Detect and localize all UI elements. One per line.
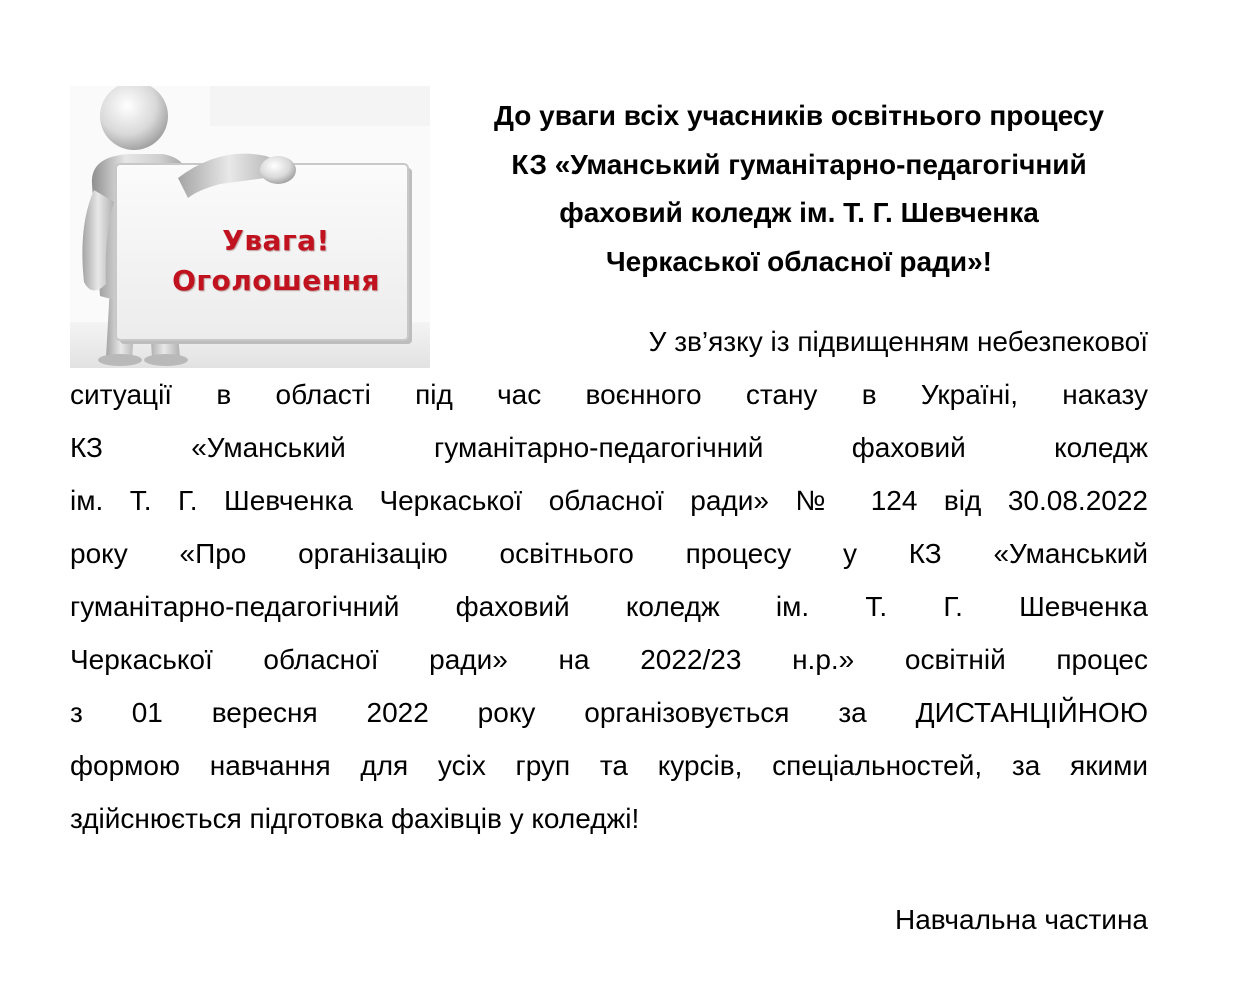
body-line: КЗ «Уманський гуманітарно-педагогічний фаховий коледж (70, 432, 1148, 463)
heading-line: До уваги всіх учасників освітнього процесу (493, 100, 1104, 131)
body-line: формою навчання для усіх груп та курсів, спеціальностей, за якими (70, 750, 1148, 781)
body-line: Черкаської обласної ради» на 2022/23 н.р.» освітній процес (70, 644, 1148, 675)
body-line: здійснюється підготовка фахівців у коледжі! (70, 803, 640, 834)
heading-line: фаховий коледж ім. Т. Г. Шевченка (559, 197, 1039, 228)
heading-line: КЗ «Уманський гуманітарно-педагогічний (511, 148, 1087, 180)
body-line: гуманітарно-педагогічний фаховий коледж ім. Т. Г. Шевченка (70, 591, 1148, 622)
body-line: з 01 вересня 2022 року організовується за ДИСТАНЦІЙНОЮ (70, 697, 1148, 728)
sign-subtitle: Оголошення (172, 264, 380, 297)
body-line: року «Про організацію освітнього процесу у КЗ «Уманський (70, 538, 1148, 569)
sign-title: Увага! (222, 224, 330, 257)
heading-line: Черкаської обласної ради»! (606, 245, 992, 277)
body-line: ім. Т. Г. Шевченка Черкаської обласної ради» № 124 від 30.08.2022 (70, 485, 1148, 516)
announcement-body (70, 368, 1148, 845)
body-line: ситуації в області під час воєнного стану в Україні, наказу (70, 379, 1148, 410)
signature: Навчальна частина (895, 904, 1148, 935)
announcement-heading (432, 92, 1166, 286)
body-first-line: У зв’язку із підвищенням небезпекової (648, 326, 1148, 357)
